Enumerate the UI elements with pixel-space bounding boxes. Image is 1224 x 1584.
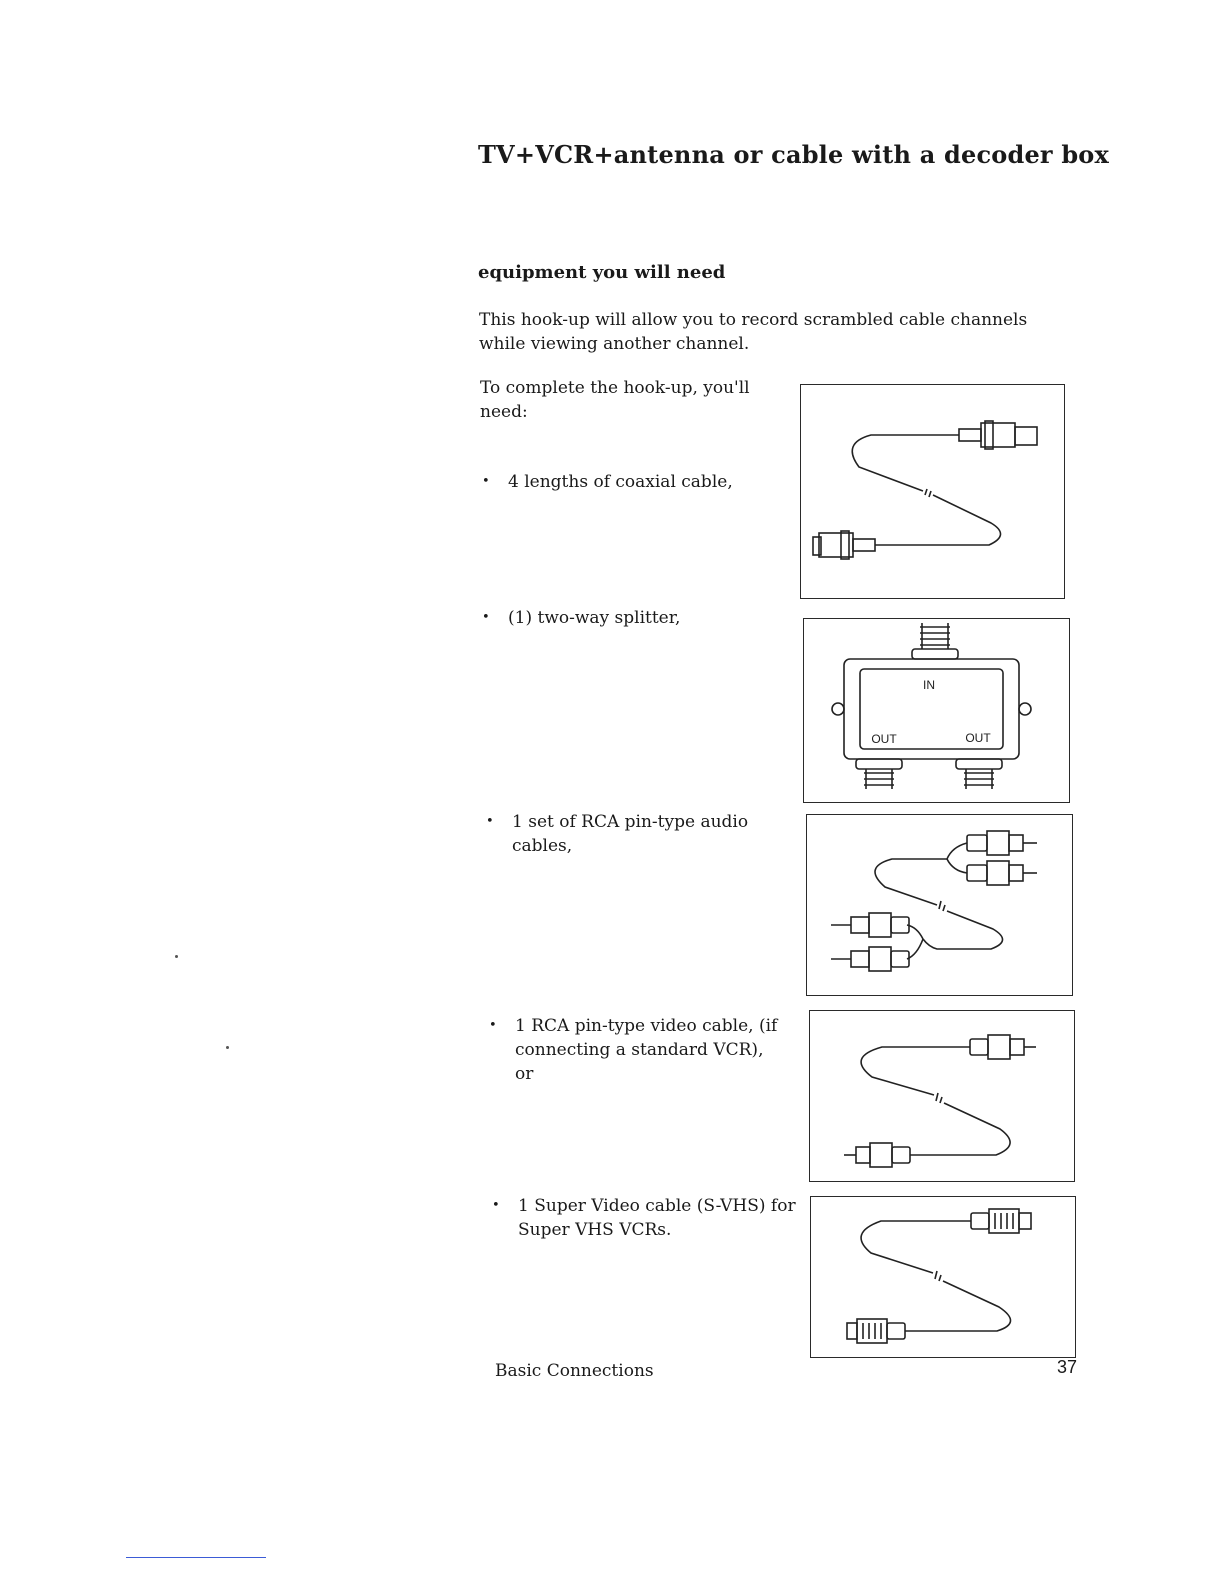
list-item-text: 1 Super Video cable (S-VHS) for Super VHS VCRs. (518, 1196, 796, 1240)
bullet: • (486, 814, 494, 829)
bullet: • (482, 474, 490, 489)
list-item (482, 470, 772, 494)
coaxial-cable-illustration (800, 384, 1065, 599)
splitter-out-right-label: OUT (965, 731, 991, 745)
rca-video-cable-icon (810, 1011, 1074, 1181)
splitter-out-left-label: OUT (871, 732, 897, 746)
bullet: • (489, 1018, 497, 1033)
rca-audio-cables-illustration (806, 814, 1073, 996)
rca-audio-cable-icon (807, 815, 1072, 995)
bullet: • (492, 1198, 500, 1213)
page-number: 37 (1057, 1357, 1078, 1377)
page-title: TV+VCR+antenna or cable with a decoder box (478, 140, 1110, 169)
list-item (486, 810, 766, 858)
list-item (489, 1014, 789, 1086)
intro-paragraph: This hook-up will allow you to record scrambled cable channels while viewing another channel. (479, 310, 1028, 354)
list-item-text: 4 lengths of coaxial cable, (508, 472, 733, 492)
list-item-text: 1 set of RCA pin-type audio cables, (512, 812, 749, 856)
scan-speck (175, 955, 178, 958)
footer-rule (126, 1557, 266, 1558)
list-item (482, 606, 772, 630)
list-item (492, 1194, 802, 1242)
bullet: • (482, 610, 490, 625)
coaxial-cable-icon (801, 385, 1064, 598)
two-way-splitter-illustration (803, 618, 1070, 803)
splitter-in-label: IN (923, 678, 935, 692)
scan-speck (226, 1046, 229, 1049)
section-heading: equipment you will need (478, 262, 726, 283)
footer-section-label: Basic Connections (495, 1361, 654, 1381)
list-item-text: 1 RCA pin-type video cable, (if connecting a standard VCR), or (515, 1016, 778, 1084)
list-item-text: (1) two-way splitter, (508, 608, 681, 628)
splitter-icon (804, 619, 1069, 802)
s-video-cable-illustration (810, 1196, 1076, 1358)
lead-paragraph: To complete the hook-up, you'll need: (480, 378, 750, 422)
rca-video-cable-illustration (809, 1010, 1075, 1182)
s-video-cable-icon (811, 1197, 1075, 1357)
